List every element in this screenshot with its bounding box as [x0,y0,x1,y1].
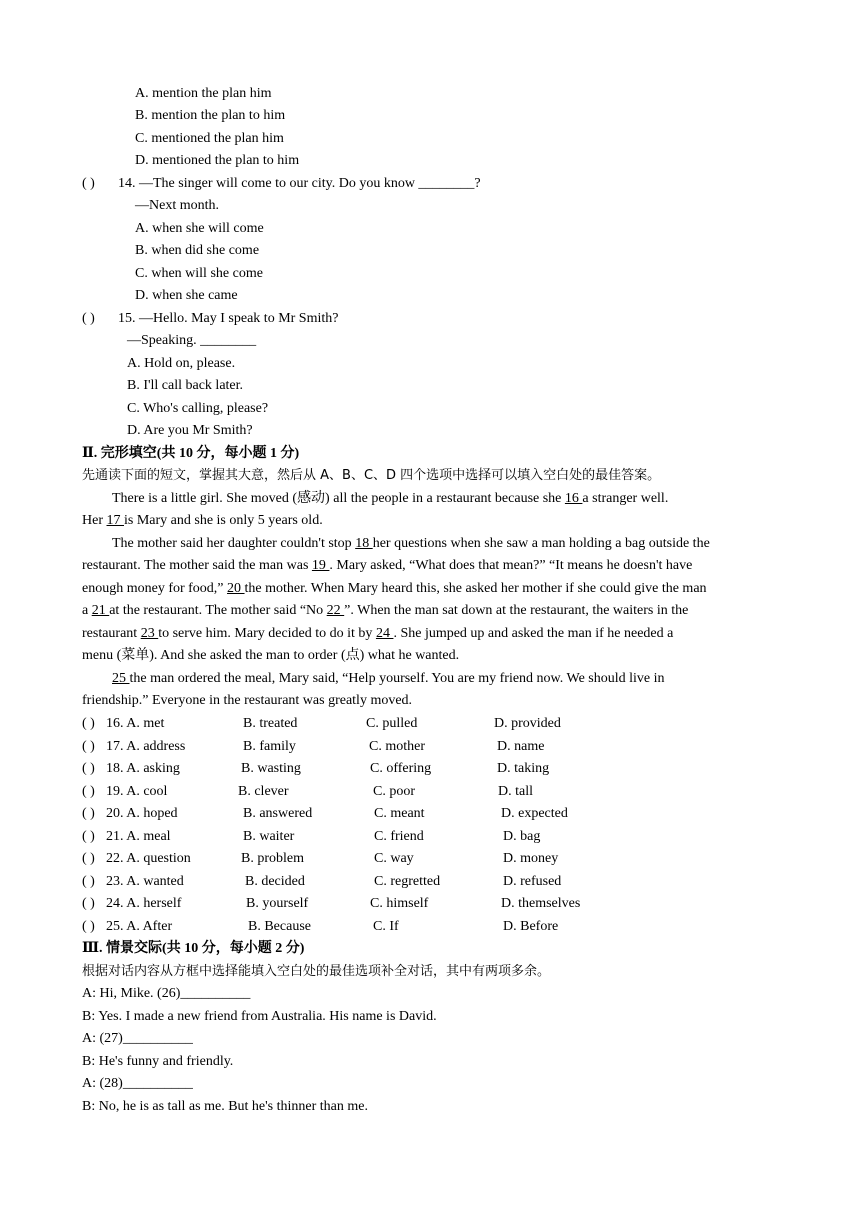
q15-bracket: ( ) [82,311,95,326]
blank-24: 24 [375,626,394,641]
choice-option-a: 21. A. meal [106,829,171,844]
passage-line [82,624,673,644]
choice-option-a: 18. A. asking [106,761,180,776]
passage-text: her questions when she saw a man holding a bag outside the [372,536,710,551]
blank-20: 20 [227,581,245,596]
choice-option-a: 20. A. hoped [106,806,178,821]
passage-text: . Mary asked, “What does that mean?” “It means he doesn't have [329,558,693,573]
passage-line [82,601,688,621]
choice-option-b: B. problem [241,851,304,866]
answer-bracket: ( ) [82,874,95,889]
passage-text: a [82,603,92,618]
blank-22: 22 [326,603,345,618]
passage-text: a stranger well. [582,491,669,506]
dialogue-line: B: He's funny and friendly. [82,1054,234,1069]
choice-option-c: C. poor [373,784,415,799]
dialogue-line: B: No, he is as tall as me. But he's thinner than me. [82,1099,368,1114]
blank-23: 23 [140,626,159,641]
passage-text: the mother. When Mary heard this, she asked her mother if she could give the man [244,581,707,596]
choice-option-c: C. pulled [366,716,418,731]
choice-option-b: B. clever [238,784,289,799]
passage-text: Her [82,513,107,528]
section2-title: Ⅱ. 完形填空(共 10 分，每小题 1 分) [82,446,300,461]
q15-option-a: A. Hold on, please. [127,356,236,371]
passage-line: friendship.” Everyone in the restaurant was greatly moved. [82,693,413,708]
choice-option-b: B. answered [243,806,313,821]
passage-text: There is a little girl. She moved (感动) all the people in a restaurant because she [112,491,565,506]
q14-option-c: C. when will she come [135,266,263,281]
dialogue-line: A: (27)__________ [82,1031,193,1046]
choice-option-d: D. refused [503,874,562,889]
passage-text: at the restaurant. The mother said “No [109,603,327,618]
choice-option-a: 24. A. herself [106,896,182,911]
blank-18: 18 [355,536,373,551]
answer-bracket: ( ) [82,919,95,934]
q14-answer: —Next month. [135,198,219,213]
q15-option-c: C. Who's calling, please? [127,401,269,416]
q15-option-d: D. Are you Mr Smith? [127,423,253,438]
q14-bracket: ( ) [82,176,95,191]
q13-option-a: A. mention the plan him [135,86,272,101]
section2-instruction: 先通读下面的短文，掌握其大意，然后从 A、B、C、D 四个选项中选择可以填入空白处的最佳答案。 [82,468,661,483]
passage-text: to serve him. Mary decided to do it by [158,626,376,641]
choice-option-a: 22. A. question [106,851,191,866]
blank-25: 25 [112,671,130,686]
choice-option-b: B. treated [243,716,298,731]
q15-option-b: B. I'll call back later. [127,378,244,393]
q15-answer: —Speaking. ________ [127,333,257,348]
blank-17: 17 [106,513,124,528]
passage-text: the man ordered the meal, Mary said, “Help yourself. You are my friend now. We should live in [129,671,665,686]
choice-option-c: C. offering [370,761,432,776]
passage-line [82,556,692,576]
q14-option-d: D. when she came [135,288,238,303]
choice-option-d: D. taking [497,761,550,776]
answer-bracket: ( ) [82,716,95,731]
choice-option-a: 23. A. wanted [106,874,184,889]
passage-line [82,579,707,599]
choice-option-c: C. himself [370,896,429,911]
answer-bracket: ( ) [82,829,95,844]
passage-text: is Mary and she is only 5 years old. [124,513,323,528]
passage-text: restaurant [82,626,141,641]
section3-instruction: 根据对话内容从方框中选择能填入空白处的最佳选项补全对话，其中有两项多余。 [82,964,551,979]
dialogue-line: B: Yes. I made a new friend from Australia. His name is David. [82,1009,437,1024]
q14-option-a: A. when she will come [135,221,264,236]
blank-16: 16 [564,491,583,506]
q14-option-b: B. when did she come [135,243,260,258]
blank-19: 19 [311,558,330,573]
choice-option-c: C. If [373,919,399,934]
choice-option-c: C. meant [374,806,425,821]
choice-option-a: 16. A. met [106,716,165,731]
passage-text: The mother said her daughter couldn't stop [112,536,356,551]
choice-option-b: B. family [243,739,296,754]
choice-option-b: B. Because [248,919,311,934]
passage-text: restaurant. The mother said the man was [82,558,312,573]
choice-option-d: D. tall [498,784,533,799]
choice-option-c: C. friend [374,829,424,844]
passage-line [112,534,710,554]
choice-option-b: B. waiter [243,829,295,844]
passage-text: enough money for food,” [82,581,228,596]
choice-option-d: D. provided [494,716,561,731]
choice-option-a: 25. A. After [106,919,173,934]
passage-text: . She jumped up and asked the man if he needed a [393,626,674,641]
dialogue-line: A: (28)__________ [82,1076,193,1091]
passage-line: menu (菜单). And she asked the man to order (点) what he wanted. [82,648,460,663]
choice-option-b: B. wasting [241,761,301,776]
choice-option-c: C. regretted [374,874,441,889]
choice-option-b: B. decided [245,874,305,889]
choice-option-d: D. money [503,851,559,866]
passage-text: ”. When the man sat down at the restaurant, the waiters in the [344,603,689,618]
choice-option-c: C. mother [369,739,425,754]
choice-option-d: D. Before [503,919,559,934]
answer-bracket: ( ) [82,896,95,911]
choice-option-a: 17. A. address [106,739,186,754]
q15-stem: 15. —Hello. May I speak to Mr Smith? [118,311,339,326]
choice-option-b: B. yourself [246,896,309,911]
choice-option-a: 19. A. cool [106,784,168,799]
answer-bracket: ( ) [82,784,95,799]
choice-option-d: D. bag [503,829,541,844]
passage-line [112,489,668,509]
answer-bracket: ( ) [82,806,95,821]
blank-21: 21 [91,603,110,618]
q13-option-b: B. mention the plan to him [135,108,286,123]
dialogue-line: A: Hi, Mike. (26)__________ [82,986,251,1001]
q13-option-c: C. mentioned the plan him [135,131,284,146]
answer-bracket: ( ) [82,739,95,754]
answer-bracket: ( ) [82,761,95,776]
q13-option-d: D. mentioned the plan to him [135,153,300,168]
section3-title: Ⅲ. 情景交际(共 10 分，每小题 2 分) [82,941,305,956]
choice-option-d: D. themselves [501,896,581,911]
passage-line [82,511,323,531]
q14-stem: 14. —The singer will come to our city. Do you know ________? [118,176,481,191]
answer-bracket: ( ) [82,851,95,866]
choice-option-d: D. expected [501,806,568,821]
choice-option-c: C. way [374,851,414,866]
choice-option-d: D. name [497,739,545,754]
passage-line [112,669,665,689]
